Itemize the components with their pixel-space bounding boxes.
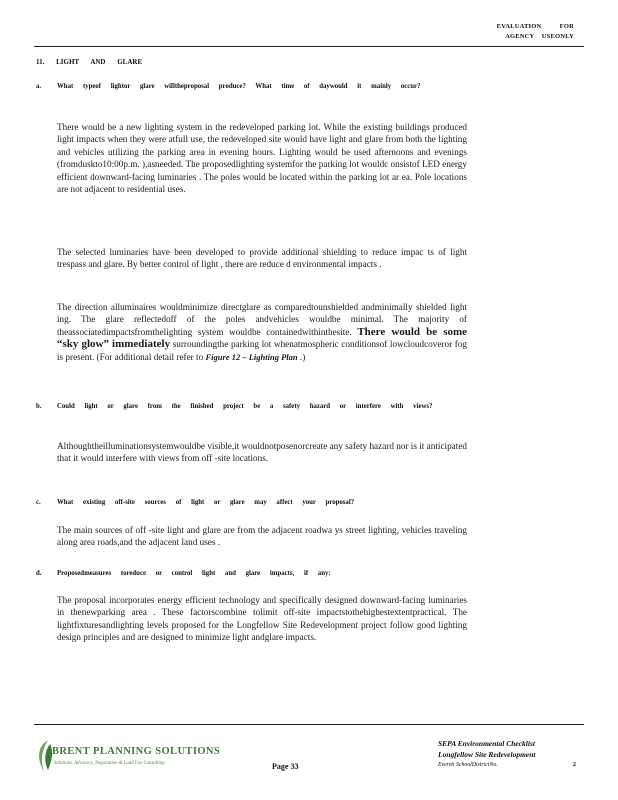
- question-b: [36, 401, 476, 413]
- answer-a-para3-sky-glow: There would be some “sky glow” immediately: [57, 325, 468, 351]
- answer-b: Althoughtheilluminationsystemwouldbe visible,it wouldnotposenorcreate any safety hazard nor is it anticipated that it would interfere with views from off -site locations.: [57, 441, 467, 464]
- logo-wordmark: BRENT PLANNING SOLUTIONS: [52, 746, 221, 757]
- question-a-text: What typeof lightor glare willtheproposal produce? What time of daywould it mainly occur?: [57, 83, 421, 90]
- answer-a-para2: The selected luminaries have been developed to provide additional shielding to reduce impac ts of light trespass and glare. By better control of light , there are reduce d environmental impacts .: [57, 247, 467, 270]
- header-useonly: USEONLY: [541, 33, 574, 40]
- footer-project-name: Longfellow Site Redevelopment: [438, 750, 536, 759]
- company-logo: [34, 736, 221, 776]
- answer-a-para3: [57, 301, 467, 363]
- answer-a-para3-end: .): [299, 351, 306, 362]
- question-a: [36, 81, 476, 93]
- question-c: [36, 497, 476, 509]
- answer-a-para3-text2: surroundingthe parking lot whenatmospheric conditionsof lowcloudcoveror fog is present. (For additional detail refer to: [57, 339, 468, 362]
- section-heading: LIGHT AND GLARE: [56, 58, 143, 66]
- footer-document-info: [438, 738, 588, 771]
- logo-tagline: Solutions, Advocacy, Negotiation & Land Use Consulting: [54, 761, 165, 766]
- question-b-label: b.: [36, 403, 42, 410]
- question-b-text: Could light or glare from the finished project be a safety hazard or interfere with views?: [57, 403, 433, 410]
- header-right: [497, 22, 574, 42]
- top-divider: [34, 46, 584, 47]
- answer-d: The proposal incorporates energy efficient technology and specifically designed downward-facing luminaries in thenewparking area . These factorscombine tolimit off-site impactstothehighestextentpractical. The lightfixturesandlighting levels proposed for the Longfellow Site Redevelopment project follow good lighting design principles and are designed to minimize light andglare impacts.: [57, 595, 467, 643]
- footer-district-number: 2: [573, 762, 576, 768]
- answer-a-para1: There would be a new lighting system in the redeveloped parking lot. While the existing buildings produced light impacts when they were atfull use, the redeveloped site would have light and glare from both the lighting and vehicles utilizing the parking area in evening hours. Lighting would be used afternoons and evenings (fromdusktо10:00p.m. ),asneeded. The proposedlighting systemfor the parking lot wouldc onsistof LED energy efficient downward-facing luminaries . The poles would be located within the parking lot ar ea. Pole locations are not adjacent to residential uses.: [57, 122, 467, 195]
- question-a-label: a.: [36, 83, 42, 90]
- bottom-divider: [34, 724, 584, 725]
- section-title: [36, 58, 142, 66]
- question-d-text: Proposedmeasures toreduce or control light and glare impacts, if any:: [57, 570, 331, 577]
- question-c-label: c.: [36, 499, 41, 506]
- answer-c: The main sources of off -site light and glare are from the adjacent roadwa ys street lighting, vehicles traveling along area roads,and the adjacent land uses .: [57, 525, 467, 548]
- header-agency: AGENCY: [505, 33, 535, 40]
- question-d-label: d.: [36, 570, 42, 577]
- section-number: 11.: [36, 58, 45, 66]
- footer-district: Everett SchoolDistrictNo.: [438, 762, 498, 768]
- header-evaluation: EVALUATION: [496, 23, 542, 30]
- answer-a-para3-text1: The direction alluminaires wouldminimize directglare as comparedtounshielded andminimally shielded light ing. The glare reflectedoff of the poles andvehicles wouldbe minimal. The majority of theassociatedimpactsfromthelighting system wouldbe containedwithinthesite.: [57, 302, 467, 337]
- footer-doc-title: SEPA Environmental Checklist: [438, 739, 535, 748]
- header-for: FOR: [559, 23, 574, 30]
- figure-reference: Figure 12 – Lighting Plan: [205, 351, 298, 362]
- page-number: Page 33: [272, 762, 299, 771]
- question-c-text: What existing off-site sources of light or glare may affect your proposal?: [57, 499, 355, 506]
- question-d: [36, 568, 476, 580]
